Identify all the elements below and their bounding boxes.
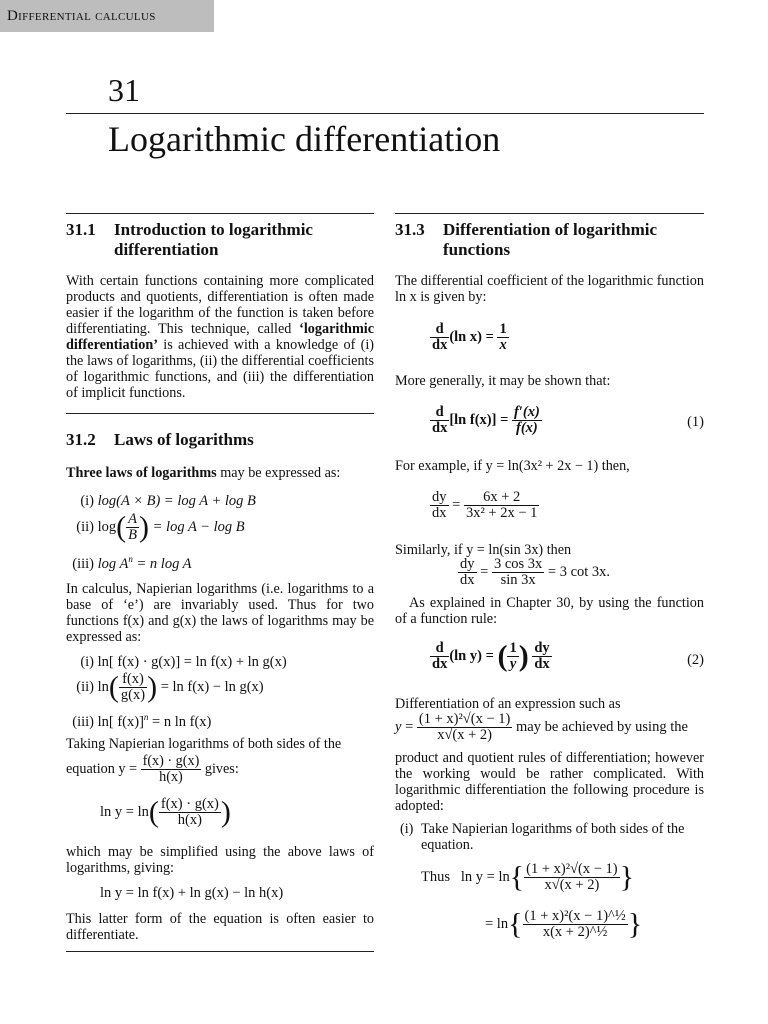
equation-fraction <box>417 712 512 743</box>
denominator: dx <box>460 572 475 588</box>
law-fraction <box>126 512 139 543</box>
denominator: dx <box>432 420 448 436</box>
numerator: dy <box>432 489 447 505</box>
product-quotient-paragraph <box>395 750 704 814</box>
procedure-equation-1: Thus ln y = ln{ $\frac{\text{(1 + x)²√(x − 1)}}{x√(x + 2)}$ } <box>421 860 635 894</box>
paragraph-text: Taking Napierian logarithms of both sides of the <box>66 736 342 752</box>
paragraph-text: may be achieved by using the <box>515 718 688 735</box>
paragraph-text: In calculus, Napierian logarithms (i.e. logarithms to a base of ‘e’) are invariably used. Thus for two functions f(x) and g(x) the laws of logarithms may be expressed as: <box>66 581 374 645</box>
d-dx-operator <box>430 322 449 353</box>
paragraph-text: For example, if y = ln(3x² + 2x − 1) then, <box>395 458 630 474</box>
napierian-law-3 <box>66 712 211 731</box>
denominator: f(x) <box>515 420 538 436</box>
simplify-paragraph <box>66 844 374 876</box>
numerator: (1 + x)²√(x − 1) <box>526 861 618 877</box>
paragraph-text: equation y = <box>66 760 138 777</box>
law-text: ln[ f(x) · g(x)] = ln f(x) + ln g(x) <box>97 654 287 670</box>
section-number: 31.3 <box>395 220 425 239</box>
numerator: dy <box>460 556 475 572</box>
equation-text: Thus <box>421 868 450 885</box>
law-text: ln[ f(x)] <box>97 714 144 730</box>
chapter-rule <box>66 113 704 114</box>
paragraph-text: With certain functions containing more complicated products and quotients, differentiation is often made easier if the logarithm of the function is taken before differentiating. This technique, called <box>66 273 374 337</box>
numerator: f′(x) <box>513 404 540 420</box>
section-heading-31-2 <box>66 430 374 450</box>
denominator: dx <box>432 656 448 672</box>
chapter-number: 31 <box>108 72 140 108</box>
equation-text: = ln <box>485 915 509 932</box>
function-rule-paragraph <box>395 595 704 627</box>
section-rule <box>395 213 704 214</box>
denominator: g(x) <box>120 687 146 703</box>
procedure-step-1 <box>395 821 704 853</box>
diff-coefficient-paragraph <box>395 273 704 305</box>
law-3 <box>66 554 192 573</box>
paragraph-text: As explained in Chapter 30, by using the function of a function rule: <box>395 595 704 627</box>
easier-paragraph <box>66 911 374 943</box>
denominator: dx <box>432 337 448 353</box>
equation-number: (1) <box>687 414 704 430</box>
numerator: (1 + x)²(x − 1)^½ <box>524 908 626 924</box>
numerator: A <box>128 511 138 527</box>
dy-dx <box>532 641 551 672</box>
equation-fraction <box>507 641 518 672</box>
law-2: (ii) log( $\frac{A}{B}$ ) = log A − log B <box>66 512 245 543</box>
law-label: (ii) <box>76 678 94 695</box>
equation-fraction <box>464 490 539 521</box>
paragraph-text: which may be simplified using the above laws of logarithms, giving: <box>66 844 374 876</box>
equation-fraction <box>523 909 628 940</box>
equation-fraction <box>497 322 508 353</box>
numerator: d <box>430 641 449 657</box>
numerator: d <box>430 322 449 338</box>
equation-2: $\frac{d}{dx}$ (ln y) = ( $\frac{1}{y}$ ) $\frac{dy}{dx}$ (2) <box>432 639 704 673</box>
section-rule <box>66 213 374 214</box>
exponent: n <box>143 712 149 722</box>
denominator: h(x) <box>159 769 183 785</box>
denominator: h(x) <box>177 812 202 828</box>
numerator: 3 cos 3x <box>493 556 543 572</box>
numerator: f(x) · g(x) <box>142 753 200 769</box>
law-text: = ln f(x) − ln g(x) <box>160 678 264 695</box>
equation-number: (2) <box>687 652 704 668</box>
taking-logs-paragraph <box>66 736 374 785</box>
equation-text: ln y = ln <box>100 803 149 820</box>
derivative-ln-x-equation <box>430 322 509 353</box>
law-label: (iii) <box>72 714 94 730</box>
equation-fraction <box>141 754 202 785</box>
exponent: n <box>128 554 133 564</box>
equation-text: (ln x) = <box>449 328 494 345</box>
column-end-rule <box>66 951 374 952</box>
equation-fraction <box>512 405 542 436</box>
section-title-line2: differentiation <box>114 240 219 259</box>
equation-text: = 3 cot 3x. <box>547 563 611 580</box>
denominator: dx <box>432 505 447 521</box>
paragraph-text: Similarly, if y = ln(sin 3x) then <box>395 542 572 558</box>
chapter-title: Logarithmic differentiation <box>108 119 501 159</box>
paragraph-text: gives: <box>204 760 239 777</box>
dy-dx <box>458 557 477 588</box>
equation-fraction <box>524 862 619 893</box>
equation-text: [ln f(x)] = <box>449 411 509 428</box>
d-dx-operator <box>430 641 449 672</box>
napierian-law-2: (ii) ln( $\frac{f(x)}{g(x)}$ ) = ln f(x) − ln g(x) <box>66 672 264 703</box>
section-title-line2: functions <box>443 240 511 259</box>
law-text: = log A − log B <box>152 518 245 535</box>
denominator: x <box>499 337 507 353</box>
law-label: (i) <box>80 654 94 670</box>
denominator: x√(x + 2) <box>544 877 600 893</box>
ln-y-equation: ln y = ln( $\frac{f(x) \cdot g(x)}{h(x)}$ ) <box>100 795 231 829</box>
numerator: 1 <box>509 640 517 656</box>
denominator: x√(x + 2) <box>437 727 493 743</box>
example-paragraph <box>395 458 704 474</box>
paragraph-text: The differential coefficient of the logarithmic function ln x is given by: <box>395 273 704 305</box>
more-generally-paragraph <box>395 373 704 389</box>
numerator: 1 <box>499 321 507 337</box>
section-rule <box>66 413 374 414</box>
equation-text: (ln y) = <box>449 647 494 664</box>
denominator: x(x + 2)^½ <box>542 924 608 940</box>
denominator: y <box>509 656 517 672</box>
denominator: 3x² + 2x − 1 <box>465 505 538 521</box>
law-text: log A <box>97 556 129 572</box>
law-text: log <box>97 518 117 535</box>
bold-term: ‘logarithmic differentiation’ <box>66 321 374 353</box>
paragraph-text: Differentiation of an expression such as <box>395 696 621 712</box>
napierian-law-1 <box>66 654 287 671</box>
law-text: = n log A <box>136 556 192 572</box>
law-text: ln <box>97 678 109 695</box>
expression-paragraph <box>395 696 704 712</box>
denominator: B <box>128 527 138 543</box>
section-title: Laws of logarithms <box>114 430 254 449</box>
section-title-line1: Differentiation of logarithmic <box>443 220 658 239</box>
d-dx-operator <box>430 405 449 436</box>
law-text: = n ln f(x) <box>152 714 212 730</box>
napierian-paragraph <box>66 581 374 645</box>
law-label: (ii) <box>76 518 94 535</box>
example-derivative: $\frac{dy}{dx}$ = $\frac{6x + 2}{\text{3x² + 2x − 1}}$ <box>432 489 538 521</box>
law-fraction <box>119 672 147 703</box>
laws-intro <box>66 465 374 481</box>
example-expression: y = $\frac{\text{(1 + x)²√(x − 1)}}{x√(x + 2)}$ may be achieved by using the <box>395 711 688 743</box>
numerator: (1 + x)²√(x − 1) <box>418 711 511 727</box>
sin-example-derivative: $\frac{dy}{dx}$ = $\frac{3 \cos 3x}{\sin 3x}$ = 3 cot 3x. <box>460 556 611 588</box>
dy-dx <box>430 490 449 521</box>
law-label: (i) <box>80 493 94 509</box>
paragraph-text: Take Napierian logarithms of both sides of the equation. <box>421 821 685 853</box>
step-label: (i) <box>400 821 414 837</box>
equation-text: ln y = ln <box>460 868 510 885</box>
denominator: dx <box>534 656 550 672</box>
paragraph-text: is achieved with a knowledge of (i) the laws of logarithms, (ii) the differential coefficients of logarithmic functions, and (iii) the differentiation of implicit functions. <box>66 337 374 401</box>
equation-fraction <box>492 557 544 588</box>
law-1 <box>66 493 256 510</box>
running-header-tab <box>0 0 214 32</box>
procedure-equation-2: = ln{ $\frac{\text{(1 + x)²(x − 1)\textasciicircum{}½}}{\text{x(x + 2)\textasciicircum{}½}}$ } <box>485 907 643 941</box>
equation-1 <box>430 405 704 436</box>
paragraph-text: This latter form of the equation is often easier to differentiate. <box>66 911 374 943</box>
simplified-equation: ln y = ln f(x) + ln g(x) − ln h(x) <box>100 885 284 901</box>
similarly-paragraph <box>395 542 704 558</box>
running-header-title: Differential calculus <box>7 8 156 24</box>
numerator: 6x + 2 <box>464 490 539 506</box>
law-text: log(A × B) = log A + log B <box>97 493 256 509</box>
equation-fraction <box>159 797 221 828</box>
law-label: (iii) <box>72 556 94 572</box>
numerator: d <box>430 405 449 421</box>
section-number: 31.1 <box>66 220 96 239</box>
bold-term: Three laws of logarithms <box>66 465 217 481</box>
section-heading-31-1 <box>66 220 374 260</box>
numerator: dy <box>534 640 550 656</box>
numerator: f(x) · g(x) <box>160 796 219 812</box>
section-title-line1: Introduction to logarithmic <box>114 220 313 239</box>
paragraph-text: product and quotient rules of differentiation; however the working would be rather complicated. With logarithmic differentiation the following procedure is adopted: <box>395 750 704 814</box>
section-number: 31.2 <box>66 430 96 449</box>
intro-paragraph <box>66 273 374 401</box>
numerator: f(x) <box>119 672 147 688</box>
paragraph-text: may be expressed as: <box>216 465 341 481</box>
denominator: sin 3x <box>500 572 536 588</box>
paragraph-text: More generally, it may be shown that: <box>395 373 611 389</box>
section-heading-31-3 <box>395 220 704 260</box>
